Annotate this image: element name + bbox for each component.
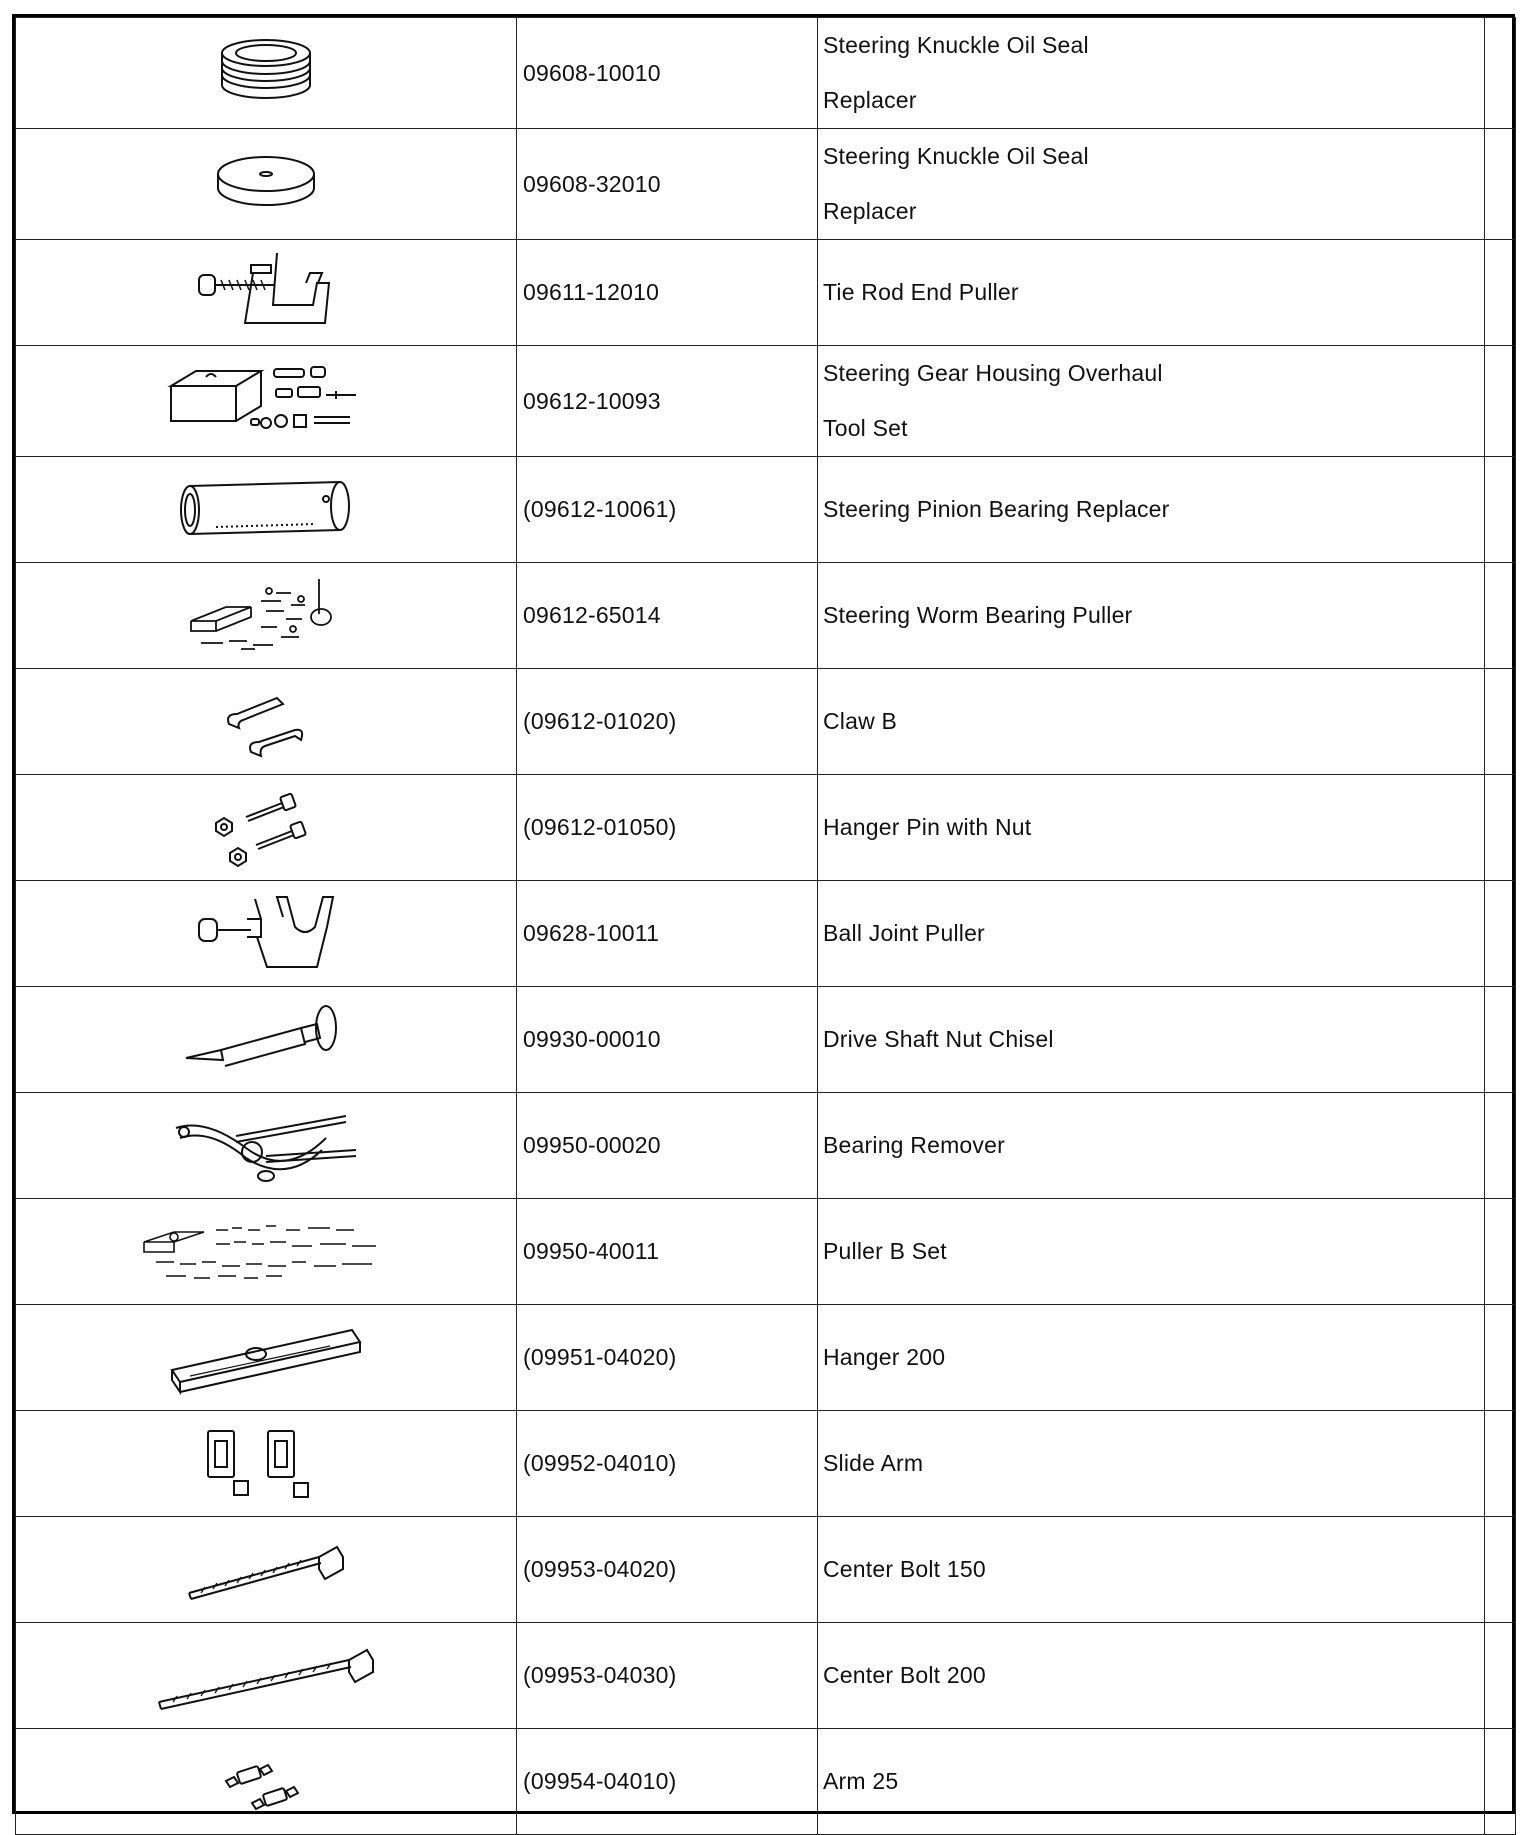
part-number: (09951-04020) xyxy=(517,1305,818,1411)
table-row xyxy=(16,1411,1516,1517)
tool-illustration-cell xyxy=(16,1411,517,1517)
part-number: 09950-40011 xyxy=(517,1199,818,1305)
tool-name-line: Arm 25 xyxy=(823,1768,899,1794)
tool-name xyxy=(818,18,1485,129)
table-row xyxy=(16,457,1516,563)
tool-illustration-cell xyxy=(16,18,517,129)
tool-name xyxy=(818,1411,1485,1517)
tool-name xyxy=(818,669,1485,775)
hanger-pin-nut-icon xyxy=(206,783,326,873)
tool-name xyxy=(818,1093,1485,1199)
table-row xyxy=(16,346,1516,457)
tool-illustration-cell xyxy=(16,987,517,1093)
tool-name-line: Center Bolt 200 xyxy=(823,1662,986,1688)
tool-name-line: Slide Arm xyxy=(823,1450,924,1476)
hanger-bar-icon xyxy=(166,1318,366,1398)
center-bolt-short-icon xyxy=(181,1535,351,1605)
part-number: (09612-10061) xyxy=(517,457,818,563)
tool-name-line: Steering Knuckle Oil Seal xyxy=(823,143,1089,169)
blank-cell xyxy=(1485,987,1516,1093)
tool-illustration-cell xyxy=(16,563,517,669)
tool-name-line: Tool Set xyxy=(823,415,908,441)
ball-joint-puller-icon xyxy=(191,889,341,979)
tool-name-line: Hanger 200 xyxy=(823,1344,946,1370)
special-tools-table xyxy=(15,17,1516,1835)
table-row xyxy=(16,18,1516,129)
tool-name xyxy=(818,457,1485,563)
tool-illustration-cell xyxy=(16,240,517,346)
part-number: (09954-04010) xyxy=(517,1729,818,1835)
tool-illustration-cell xyxy=(16,669,517,775)
puller-set-icon xyxy=(136,1212,396,1292)
tool-name-line: Steering Pinion Bearing Replacer xyxy=(823,496,1170,522)
table-row xyxy=(16,775,1516,881)
oil-seal-replacer-flat-icon xyxy=(206,144,326,224)
tool-illustration-cell xyxy=(16,1093,517,1199)
tool-name-line: Bearing Remover xyxy=(823,1132,1005,1158)
tool-name-line: Drive Shaft Nut Chisel xyxy=(823,1026,1054,1052)
blank-cell xyxy=(1485,1623,1516,1729)
tool-illustration-cell xyxy=(16,1305,517,1411)
tool-name-line: Center Bolt 150 xyxy=(823,1556,986,1582)
table-row xyxy=(16,987,1516,1093)
table-row xyxy=(16,1517,1516,1623)
blank-cell xyxy=(1485,1729,1516,1835)
tool-name xyxy=(818,1305,1485,1411)
slide-arm-icon xyxy=(196,1419,336,1509)
claw-icon xyxy=(221,682,311,762)
table-row xyxy=(16,1305,1516,1411)
center-bolt-long-icon xyxy=(151,1636,381,1716)
table-row xyxy=(16,1093,1516,1199)
table-row xyxy=(16,669,1516,775)
tool-table-sheet xyxy=(12,14,1515,1814)
blank-cell xyxy=(1485,669,1516,775)
tool-name-line: Steering Worm Bearing Puller xyxy=(823,602,1133,628)
tool-illustration-cell xyxy=(16,775,517,881)
tool-name xyxy=(818,240,1485,346)
tool-name-line: Replacer xyxy=(823,87,917,113)
tool-name xyxy=(818,1729,1485,1835)
table-row xyxy=(16,129,1516,240)
tool-name xyxy=(818,1623,1485,1729)
part-number: 09608-10010 xyxy=(517,18,818,129)
tool-name xyxy=(818,881,1485,987)
part-number: (09953-04020) xyxy=(517,1517,818,1623)
blank-cell xyxy=(1485,1411,1516,1517)
tool-illustration-cell xyxy=(16,129,517,240)
gear-housing-tool-set-icon xyxy=(166,361,366,441)
oil-seal-replacer-icon xyxy=(206,28,326,118)
blank-cell xyxy=(1485,1093,1516,1199)
tie-rod-end-puller-icon xyxy=(191,253,341,333)
tool-name xyxy=(818,1517,1485,1623)
part-number: 09611-12010 xyxy=(517,240,818,346)
tool-name-line: Replacer xyxy=(823,198,917,224)
tool-illustration-cell xyxy=(16,457,517,563)
tool-name xyxy=(818,775,1485,881)
tool-illustration-cell xyxy=(16,881,517,987)
tool-illustration-cell xyxy=(16,346,517,457)
part-number: (09952-04010) xyxy=(517,1411,818,1517)
part-number: 09612-10093 xyxy=(517,346,818,457)
blank-cell xyxy=(1485,563,1516,669)
blank-cell xyxy=(1485,775,1516,881)
part-number: 09628-10011 xyxy=(517,881,818,987)
tool-name-line: Hanger Pin with Nut xyxy=(823,814,1032,840)
part-number: (09953-04030) xyxy=(517,1623,818,1729)
tool-name-line: Ball Joint Puller xyxy=(823,920,985,946)
table-row xyxy=(16,1199,1516,1305)
tool-name xyxy=(818,129,1485,240)
tool-name-line: Tie Rod End Puller xyxy=(823,279,1019,305)
pinion-bearing-replacer-icon xyxy=(176,475,356,545)
blank-cell xyxy=(1485,1305,1516,1411)
table-row xyxy=(16,881,1516,987)
tool-name xyxy=(818,563,1485,669)
table-row xyxy=(16,1623,1516,1729)
part-number: (09612-01020) xyxy=(517,669,818,775)
tool-name-line: Steering Knuckle Oil Seal xyxy=(823,32,1089,58)
tool-name-line: Puller B Set xyxy=(823,1238,947,1264)
tool-illustration-cell xyxy=(16,1199,517,1305)
tool-name-line: Steering Gear Housing Overhaul xyxy=(823,360,1163,386)
tool-name xyxy=(818,1199,1485,1305)
blank-cell xyxy=(1485,18,1516,129)
part-number: 09930-00010 xyxy=(517,987,818,1093)
blank-cell xyxy=(1485,1199,1516,1305)
table-row xyxy=(16,1729,1516,1835)
tool-name xyxy=(818,987,1485,1093)
tool-name xyxy=(818,346,1485,457)
chisel-icon xyxy=(181,1000,351,1080)
blank-cell xyxy=(1485,240,1516,346)
tool-illustration-cell xyxy=(16,1623,517,1729)
tool-illustration-cell xyxy=(16,1517,517,1623)
blank-cell xyxy=(1485,129,1516,240)
part-number: 09612-65014 xyxy=(517,563,818,669)
part-number: 09608-32010 xyxy=(517,129,818,240)
bearing-remover-icon xyxy=(166,1106,366,1186)
blank-cell xyxy=(1485,1517,1516,1623)
part-number: (09612-01050) xyxy=(517,775,818,881)
table-row xyxy=(16,240,1516,346)
part-number: 09950-00020 xyxy=(517,1093,818,1199)
table-row xyxy=(16,563,1516,669)
blank-cell xyxy=(1485,346,1516,457)
worm-bearing-puller-icon xyxy=(181,571,351,661)
blank-cell xyxy=(1485,457,1516,563)
tool-illustration-cell xyxy=(16,1729,517,1835)
tool-name-line: Claw B xyxy=(823,708,898,734)
arm-icon xyxy=(216,1747,316,1817)
blank-cell xyxy=(1485,881,1516,987)
